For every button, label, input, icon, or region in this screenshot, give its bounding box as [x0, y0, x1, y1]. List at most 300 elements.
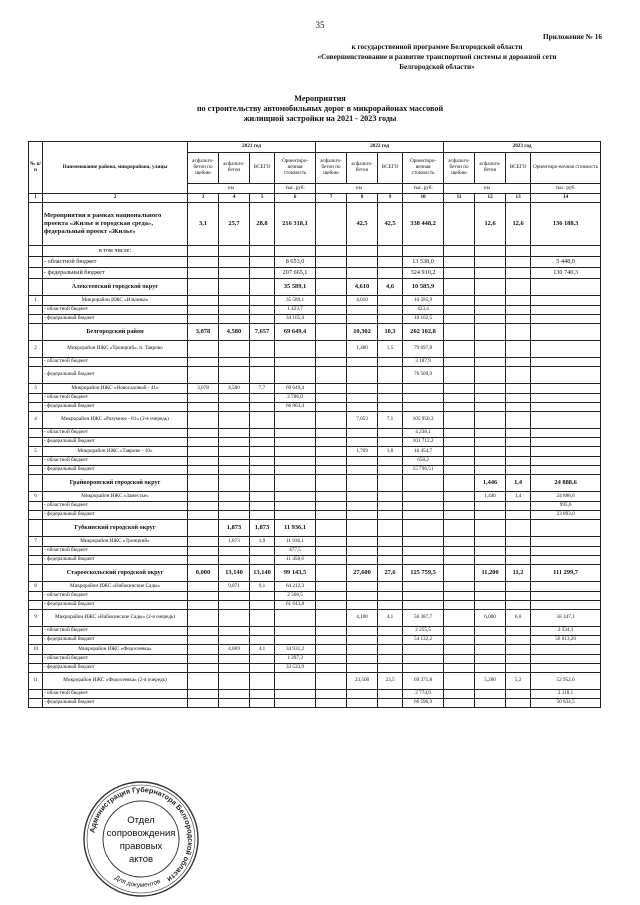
- row-value: [444, 203, 475, 246]
- row-value: [188, 457, 219, 466]
- row-value: [531, 412, 601, 429]
- row-value: [475, 690, 506, 699]
- row-value: [316, 257, 347, 268]
- row-value: 995,6: [531, 502, 601, 511]
- row-value: [378, 268, 403, 279]
- row-number: [29, 690, 43, 699]
- row-value: [403, 246, 444, 257]
- row-value: 2 118,1: [531, 690, 601, 699]
- row-value: 69 649,4: [275, 324, 316, 341]
- table-row: [29, 655, 601, 664]
- row-value: [444, 246, 475, 257]
- row-value: [347, 636, 378, 645]
- row-value: [403, 384, 444, 394]
- row-value: [506, 403, 531, 412]
- row-value: [378, 394, 403, 403]
- row-value: [531, 547, 601, 556]
- header-index: 5: [250, 194, 275, 203]
- row-number: [29, 257, 43, 268]
- row-number: [29, 502, 43, 511]
- row-value: 10,3: [378, 324, 403, 341]
- document-title: [140, 94, 500, 124]
- row-name: - федеральный бюджет: [43, 636, 188, 645]
- header-col-5: ВСЕГО: [250, 153, 275, 184]
- row-value: [347, 601, 378, 610]
- table-row: [29, 257, 601, 268]
- row-value: [316, 610, 347, 627]
- row-value: [347, 690, 378, 699]
- title-line: Мероприятия: [294, 94, 346, 103]
- row-value: [250, 492, 275, 502]
- header-unit-rub: тыс. руб.: [275, 184, 316, 194]
- row-value: 4,1: [250, 645, 275, 655]
- header-index: 4: [219, 194, 250, 203]
- row-number: 8: [29, 582, 43, 592]
- row-number: 4: [29, 412, 43, 429]
- row-value: [250, 610, 275, 627]
- row-name: - областной бюджет: [43, 429, 188, 438]
- row-value: [347, 384, 378, 394]
- row-value: [444, 429, 475, 438]
- table-row: [29, 306, 601, 315]
- row-value: [347, 457, 378, 466]
- row-value: 1,446: [475, 492, 506, 502]
- row-value: 216 318,1: [275, 203, 316, 246]
- row-value: [531, 556, 601, 565]
- row-value: 11 936,1: [275, 520, 316, 537]
- row-value: 338 448,2: [403, 203, 444, 246]
- appendix-line: Белгородской области»: [399, 63, 475, 71]
- row-value: [506, 664, 531, 673]
- row-value: 1,8: [378, 447, 403, 457]
- row-value: [378, 358, 403, 367]
- row-value: [316, 537, 347, 547]
- row-value: [403, 394, 444, 403]
- header-unit-km: км: [444, 184, 531, 194]
- row-value: [531, 315, 601, 324]
- header-col-6: Ориентиро-вочная стоимость: [275, 153, 316, 184]
- row-value: [219, 556, 250, 565]
- row-value: 34 931,2: [275, 645, 316, 655]
- row-value: [188, 394, 219, 403]
- row-value: 76 509,9: [403, 367, 444, 384]
- row-value: 4,6: [378, 279, 403, 296]
- appendix-line: «Совершенствование и развитие транспортной системы и дорожной сети: [317, 53, 557, 61]
- table-row: [29, 592, 601, 601]
- table-row: [29, 246, 601, 257]
- row-value: 4 238,1: [403, 429, 444, 438]
- row-value: 34 165,4: [275, 315, 316, 324]
- row-value: [275, 502, 316, 511]
- row-value: [444, 403, 475, 412]
- row-value: 1,873: [219, 537, 250, 547]
- row-value: [378, 655, 403, 664]
- header-year-2022: 2022 год: [316, 142, 444, 153]
- row-value: [531, 582, 601, 592]
- row-value: 56 387,7: [403, 610, 444, 627]
- row-value: 2 334,1: [531, 627, 601, 636]
- row-value: [475, 394, 506, 403]
- row-value: [531, 358, 601, 367]
- header-unit-km: км: [316, 184, 403, 194]
- row-value: [347, 556, 378, 565]
- row-value: [531, 367, 601, 384]
- row-value: [188, 412, 219, 429]
- row-value: [219, 655, 250, 664]
- row-value: 28,8: [250, 203, 275, 246]
- row-value: [188, 279, 219, 296]
- row-value: [188, 520, 219, 537]
- row-value: 1 397,3: [275, 655, 316, 664]
- row-value: [378, 511, 403, 520]
- row-value: [444, 502, 475, 511]
- row-value: [250, 655, 275, 664]
- row-value: [250, 358, 275, 367]
- row-value: 2 568,5: [275, 592, 316, 601]
- row-value: [506, 690, 531, 699]
- row-value: [250, 690, 275, 699]
- row-name: - областной бюджет: [43, 358, 188, 367]
- row-value: [444, 627, 475, 636]
- row-value: [378, 438, 403, 447]
- row-value: [347, 537, 378, 547]
- row-value: [316, 673, 347, 690]
- row-value: [316, 466, 347, 475]
- row-value: [506, 457, 531, 466]
- row-value: [316, 367, 347, 384]
- row-value: [250, 367, 275, 384]
- row-value: [444, 466, 475, 475]
- row-value: [347, 429, 378, 438]
- row-value: [347, 315, 378, 324]
- row-number: 1: [29, 296, 43, 306]
- table-row: [29, 537, 601, 547]
- table-row: [29, 556, 601, 565]
- row-value: [403, 556, 444, 565]
- row-name: - областной бюджет: [43, 257, 188, 268]
- row-value: [219, 438, 250, 447]
- stamp-ring-text: Администрация Губернатора Белгородской области: [87, 784, 196, 885]
- row-value: [275, 673, 316, 690]
- row-value: [475, 257, 506, 268]
- row-value: [378, 403, 403, 412]
- header-index: 11: [444, 194, 475, 203]
- row-value: 7,657: [250, 324, 275, 341]
- row-value: [250, 466, 275, 475]
- row-value: 7,053: [347, 412, 378, 429]
- row-number: [29, 315, 43, 324]
- row-value: [378, 537, 403, 547]
- row-number: [29, 655, 43, 664]
- row-value: [347, 492, 378, 502]
- header-unit-km: км: [188, 184, 275, 194]
- row-value: [250, 429, 275, 438]
- row-value: [444, 601, 475, 610]
- row-value: [188, 664, 219, 673]
- header-col-10: Ориентиро-вочная стоимость: [403, 153, 444, 184]
- row-value: [250, 636, 275, 645]
- row-value: [250, 246, 275, 257]
- row-value: 66 863,4: [275, 403, 316, 412]
- row-value: [444, 690, 475, 699]
- row-value: [506, 394, 531, 403]
- row-value: [219, 394, 250, 403]
- row-name: Микрорайон ИЖС «Новосадовый - 41»: [43, 384, 188, 394]
- row-number: [29, 475, 43, 492]
- row-value: [347, 367, 378, 384]
- row-value: [378, 690, 403, 699]
- table-row: [29, 610, 601, 627]
- row-value: 423,4: [403, 306, 444, 315]
- row-value: [531, 403, 601, 412]
- row-number: [29, 429, 43, 438]
- row-number: 5: [29, 447, 43, 457]
- row-value: [403, 403, 444, 412]
- row-value: [475, 547, 506, 556]
- row-value: [316, 341, 347, 358]
- row-value: 324 910,2: [403, 268, 444, 279]
- row-value: [531, 457, 601, 466]
- table-row: [29, 315, 601, 324]
- row-name: - областной бюджет: [43, 690, 188, 699]
- row-name: Микрорайон ИЖС «Набокинские Сады» (2-я очередь): [43, 610, 188, 627]
- row-value: [275, 690, 316, 699]
- row-value: [475, 655, 506, 664]
- row-value: 1,480: [347, 341, 378, 358]
- row-number: [29, 246, 43, 257]
- row-value: [403, 537, 444, 547]
- row-value: [531, 537, 601, 547]
- row-value: [219, 592, 250, 601]
- row-value: [316, 296, 347, 306]
- row-value: [444, 438, 475, 447]
- measures-table: [28, 141, 601, 708]
- row-value: 5 448,0: [531, 257, 601, 268]
- row-value: [444, 699, 475, 708]
- row-value: [444, 645, 475, 655]
- row-value: [475, 447, 506, 457]
- table-row: [29, 466, 601, 475]
- row-value: [347, 511, 378, 520]
- row-value: [219, 429, 250, 438]
- row-value: [188, 268, 219, 279]
- row-value: 202 102,8: [403, 324, 444, 341]
- row-value: [275, 466, 316, 475]
- row-value: [188, 673, 219, 690]
- row-value: [316, 601, 347, 610]
- row-value: [444, 279, 475, 296]
- row-number: [29, 556, 43, 565]
- table-row: [29, 384, 601, 394]
- row-value: [219, 664, 250, 673]
- row-value: [316, 447, 347, 457]
- row-value: [475, 279, 506, 296]
- row-name: - федеральный бюджет: [43, 403, 188, 412]
- row-value: [506, 429, 531, 438]
- row-value: 105 950,3: [403, 412, 444, 429]
- row-value: [347, 257, 378, 268]
- row-value: [444, 556, 475, 565]
- row-value: [347, 627, 378, 636]
- table-row: [29, 438, 601, 447]
- row-value: [444, 592, 475, 601]
- row-number: 11: [29, 673, 43, 690]
- row-value: 11 936,1: [275, 537, 316, 547]
- row-value: [219, 447, 250, 457]
- row-value: [347, 394, 378, 403]
- row-value: [475, 412, 506, 429]
- table-row: [29, 645, 601, 655]
- header-unit-rub: тыс. руб.: [531, 184, 601, 194]
- row-value: [506, 296, 531, 306]
- appendix-number: Приложение № 16: [543, 33, 602, 41]
- row-value: [250, 279, 275, 296]
- row-value: [347, 520, 378, 537]
- row-value: [275, 358, 316, 367]
- page-number: 35: [315, 20, 325, 30]
- row-value: 11 458,6: [275, 556, 316, 565]
- row-value: [188, 610, 219, 627]
- row-value: [444, 664, 475, 673]
- row-value: 2 255,5: [403, 627, 444, 636]
- row-value: 130 740,3: [531, 268, 601, 279]
- row-value: [219, 690, 250, 699]
- appendix-header: [272, 32, 602, 72]
- row-number: 7: [29, 537, 43, 547]
- row-number: [29, 511, 43, 520]
- row-value: 15 796,51: [403, 466, 444, 475]
- header-index: 3: [188, 194, 219, 203]
- row-value: [316, 699, 347, 708]
- row-value: [444, 565, 475, 582]
- row-value: [403, 520, 444, 537]
- row-value: [444, 315, 475, 324]
- row-value: [219, 279, 250, 296]
- header-col-14: Ориентиро-вочная стоимость: [531, 153, 601, 184]
- row-number: 10: [29, 645, 43, 655]
- row-value: [316, 520, 347, 537]
- row-value: [475, 582, 506, 592]
- table-row: [29, 324, 601, 341]
- row-value: [250, 673, 275, 690]
- row-value: [531, 306, 601, 315]
- row-value: [475, 306, 506, 315]
- row-value: [316, 547, 347, 556]
- row-value: [275, 457, 316, 466]
- row-value: [444, 358, 475, 367]
- row-value: 4,580: [219, 324, 250, 341]
- row-number: [29, 466, 43, 475]
- row-value: [347, 655, 378, 664]
- row-value: [250, 627, 275, 636]
- row-value: [506, 324, 531, 341]
- row-value: [444, 394, 475, 403]
- table-row: [29, 502, 601, 511]
- table-row: [29, 627, 601, 636]
- row-value: [378, 502, 403, 511]
- row-value: [316, 636, 347, 645]
- row-value: [316, 306, 347, 315]
- row-value: 5,200: [475, 673, 506, 690]
- row-value: 10 585,9: [403, 296, 444, 306]
- row-value: [219, 412, 250, 429]
- stamp-center-line: сопровождения: [106, 828, 176, 839]
- row-value: [316, 403, 347, 412]
- row-value: [475, 592, 506, 601]
- row-value: [316, 645, 347, 655]
- row-value: [378, 367, 403, 384]
- row-value: [188, 367, 219, 384]
- row-value: [378, 492, 403, 502]
- table-row: [29, 492, 601, 502]
- header-index: 1: [29, 194, 43, 203]
- row-value: [275, 475, 316, 492]
- row-value: [403, 655, 444, 664]
- row-value: [403, 592, 444, 601]
- row-value: [316, 592, 347, 601]
- table-row: [29, 341, 601, 358]
- row-value: 16 454,7: [403, 447, 444, 457]
- table-row: [29, 358, 601, 367]
- row-value: 12,6: [475, 203, 506, 246]
- row-number: [29, 268, 43, 279]
- row-value: 69 649,4: [275, 384, 316, 394]
- header-col-7: асфальто-бетон по щебню: [316, 153, 347, 184]
- header-index: 10: [403, 194, 444, 203]
- row-value: [475, 699, 506, 708]
- row-value: 23,500: [347, 673, 378, 690]
- row-value: [531, 438, 601, 447]
- row-value: 52 952,6: [531, 673, 601, 690]
- row-value: [347, 438, 378, 447]
- row-value: [250, 664, 275, 673]
- row-value: [475, 358, 506, 367]
- row-value: 1,9: [250, 537, 275, 547]
- row-value: [506, 556, 531, 565]
- row-value: [188, 582, 219, 592]
- header-col-8: асфальто-бетон: [347, 153, 378, 184]
- row-value: [250, 341, 275, 358]
- row-value: [316, 655, 347, 664]
- header-year-2021: 2021 год: [188, 142, 316, 153]
- row-number: [29, 394, 43, 403]
- row-value: [188, 403, 219, 412]
- row-value: 1,769: [347, 447, 378, 457]
- row-value: [347, 466, 378, 475]
- row-value: 101 712,2: [403, 438, 444, 447]
- row-number: [29, 403, 43, 412]
- row-value: [506, 246, 531, 257]
- row-value: [444, 636, 475, 645]
- row-value: [444, 341, 475, 358]
- row-value: [403, 601, 444, 610]
- row-number: [29, 601, 43, 610]
- row-value: [188, 296, 219, 306]
- row-value: [444, 511, 475, 520]
- table-row: [29, 296, 601, 306]
- row-value: [444, 520, 475, 537]
- row-value: [475, 268, 506, 279]
- row-value: 125 759,5: [403, 565, 444, 582]
- row-value: [316, 475, 347, 492]
- row-value: [378, 475, 403, 492]
- stamp-bottom-text: Для документов: [113, 874, 162, 890]
- row-value: [531, 466, 601, 475]
- row-name: - федеральный бюджет: [43, 699, 188, 708]
- row-value: [506, 601, 531, 610]
- row-value: 9,071: [219, 582, 250, 592]
- row-value: [531, 384, 601, 394]
